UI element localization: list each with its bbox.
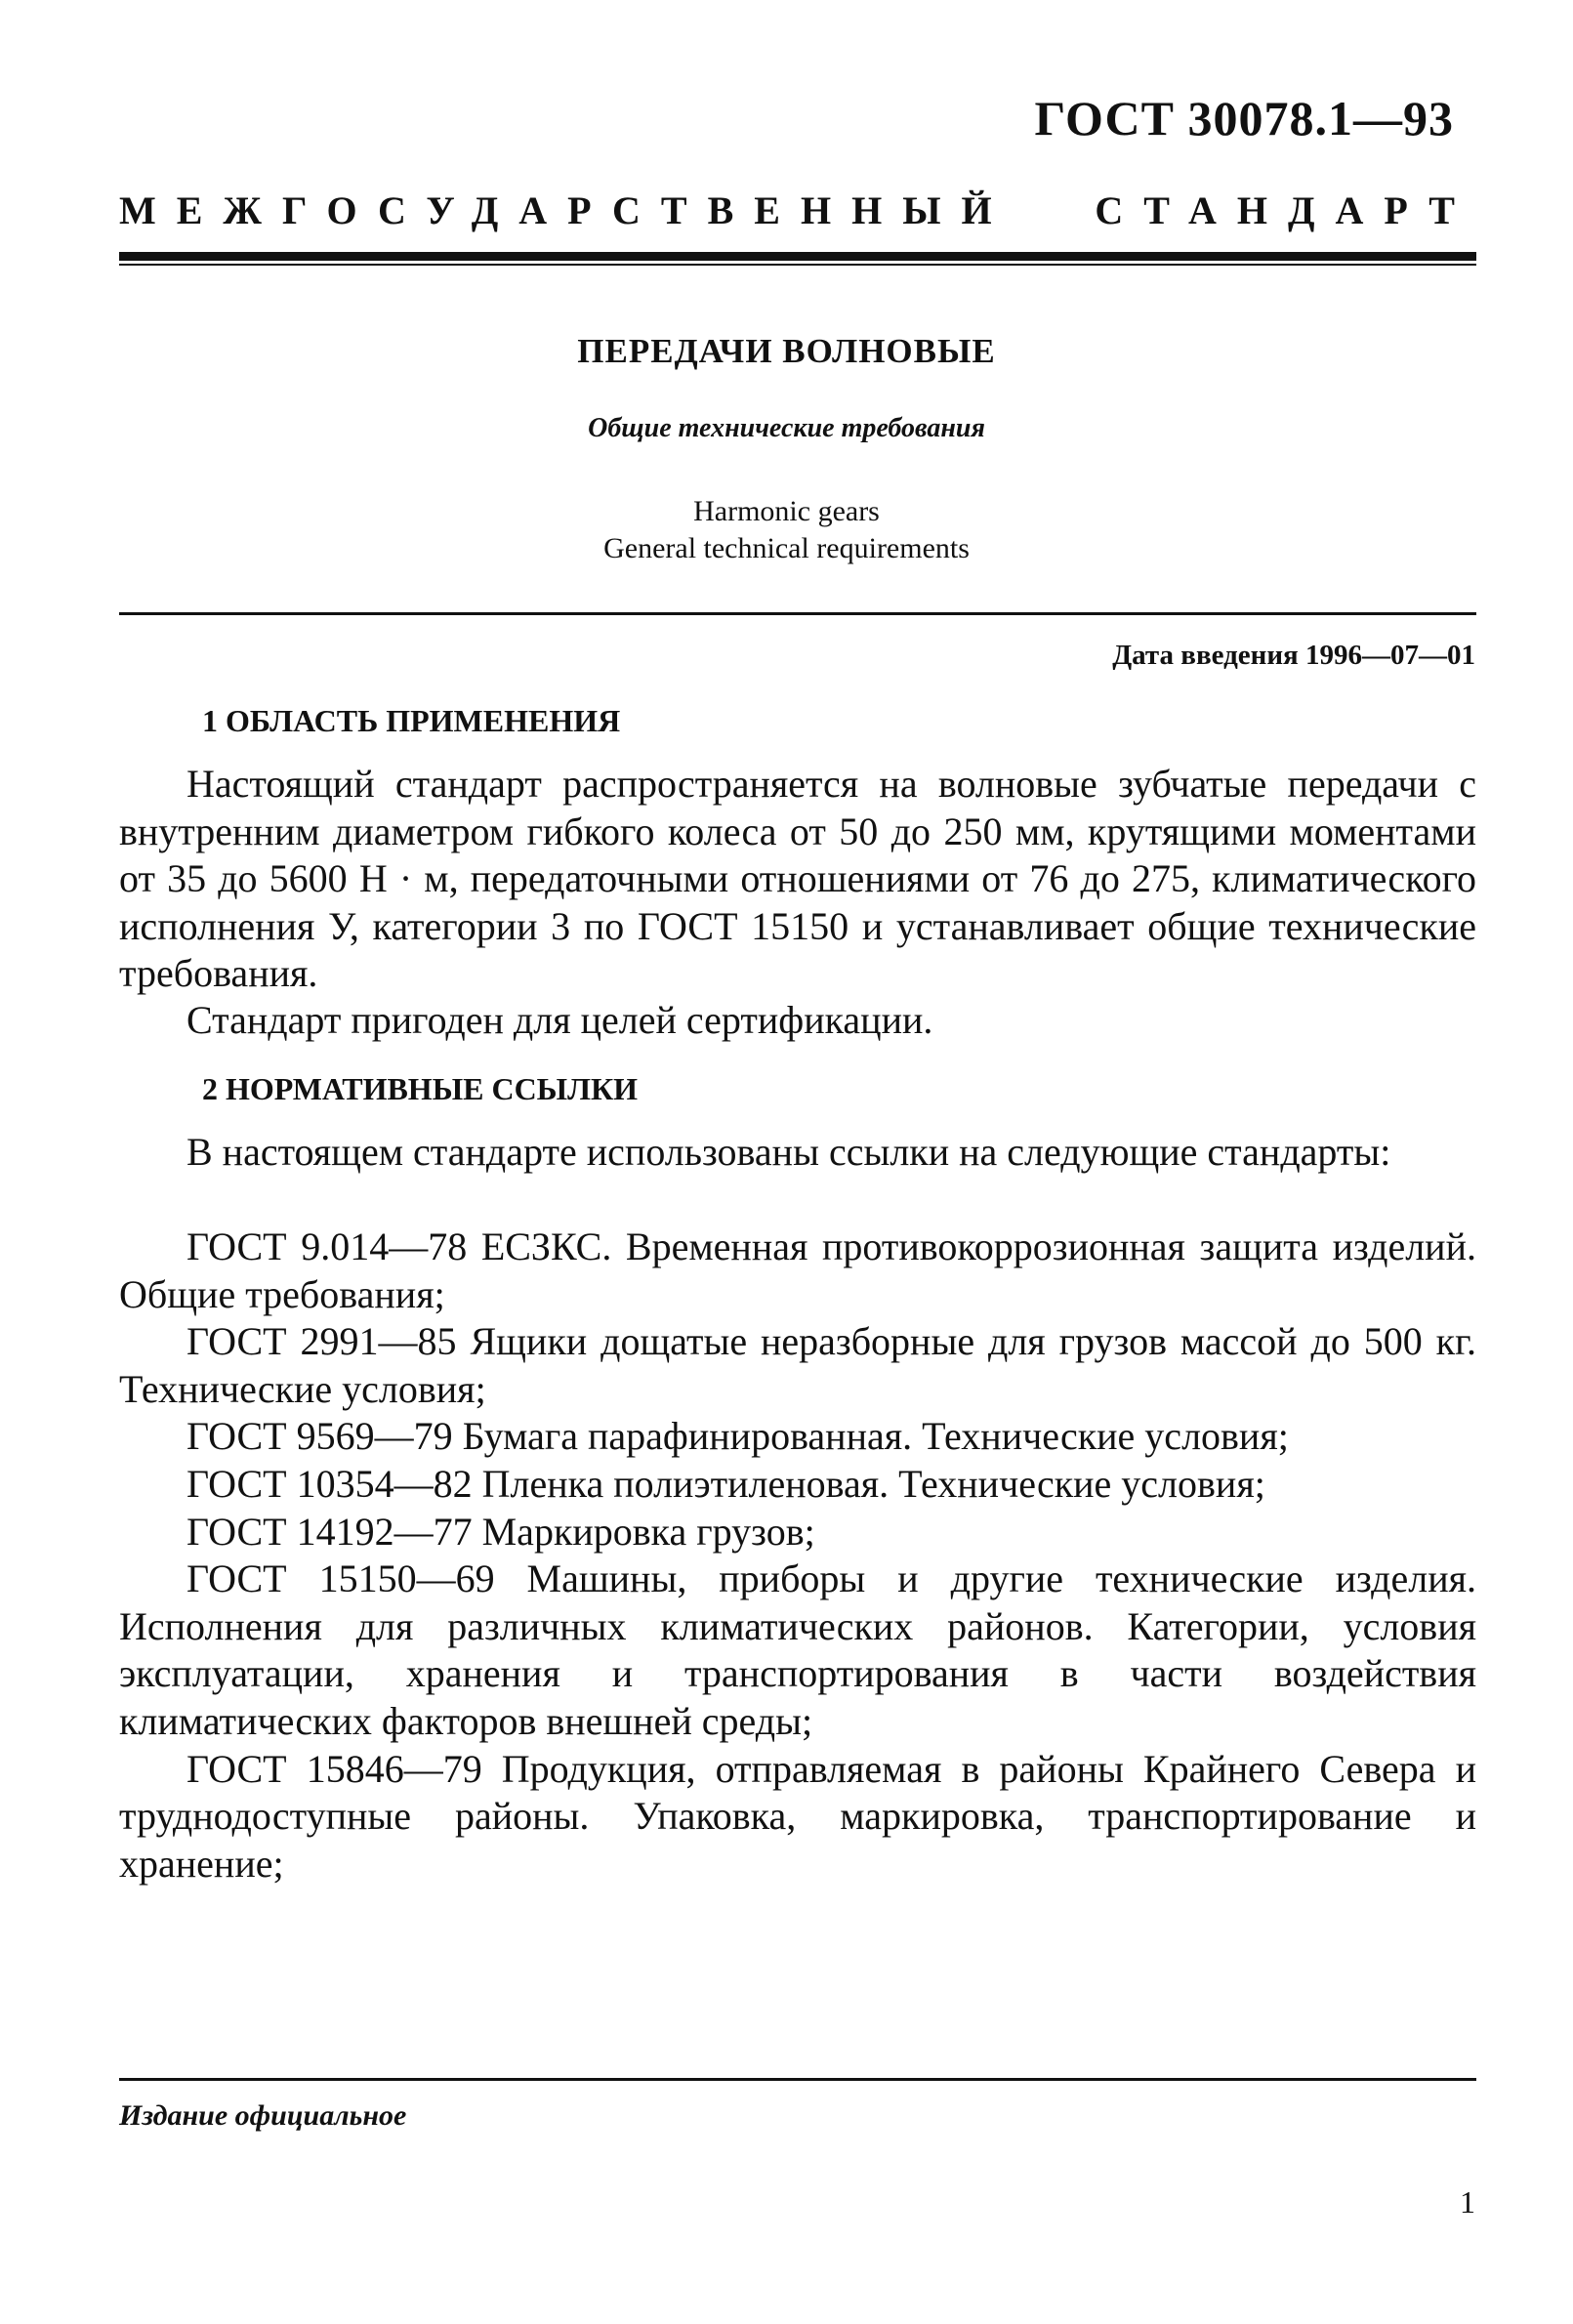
document-title-english: Harmonic gears	[693, 495, 880, 527]
standard-number: ГОСТ 30078.1—93	[1034, 91, 1454, 145]
header-standard: СТАНДАРТ	[1095, 188, 1475, 232]
header-interstate: МЕЖГОСУДАРСТВЕННЫЙ	[119, 188, 1013, 232]
references-list	[119, 1224, 1476, 1888]
reference-item: ГОСТ 10354—82 Пленка полиэтиленовая. Технические условия;	[186, 1461, 1265, 1506]
title-divider	[119, 612, 1476, 615]
scope-paragraph: Настоящий стандарт распространяется на волновые зубчатые передачи с внутренним диаметром гибкого колеса от 50 до 250 мм, крутящими моментами от 35 до 5600 Н · м, передаточными отношениями от 76 до 275, климатического исполнения У, категории 3 по ГОСТ 15150 и устанавливает общие технические требования.	[119, 762, 1476, 996]
header-rule-thin	[119, 264, 1476, 266]
reference-item: ГОСТ 9.014—78 ЕСЗКС. Временная противокоррозионная защита изделий. Общие требования;	[119, 1224, 1476, 1316]
certification-paragraph: Стандарт пригоден для целей сертификации.	[186, 998, 933, 1042]
reference-item: ГОСТ 15150—69 Машины, приборы и другие технические изделия. Исполнения для различных климатических районов. Категории, условия эксплуатации, хранения и транспортирования в части воздействия климатических факторов внешней среды;	[119, 1556, 1476, 1743]
reference-item: ГОСТ 14192—77 Маркировка грузов;	[186, 1509, 815, 1554]
header-rule-thick	[119, 252, 1476, 261]
document-subtitle-english: General technical requirements	[603, 532, 970, 564]
document-subtitle: Общие технические требования	[588, 413, 985, 443]
edition-label: Издание официальное	[119, 2099, 407, 2132]
reference-item: ГОСТ 9569—79 Бумага парафинированная. Технические условия;	[186, 1414, 1289, 1459]
introduction-date: Дата введения 1996—07—01	[1112, 640, 1475, 671]
reference-item: ГОСТ 15846—79 Продукция, отправляемая в районы Крайнего Севера и труднодоступные районы. Упаковка, маркировка, транспортирование и хранение;	[119, 1746, 1476, 1886]
page-number: 1	[1460, 2184, 1475, 2220]
footer-rule	[119, 2078, 1476, 2081]
reference-item: ГОСТ 2991—85 Ящики дощатые неразборные для грузов массой до 500 кг. Технические условия;	[119, 1319, 1476, 1411]
references-intro: В настоящем стандарте использованы ссылки на следующие стандарты:	[186, 1130, 1391, 1174]
section-heading-references: 2 НОРМАТИВНЫЕ ССЫЛКИ	[202, 1071, 639, 1106]
document-title: ПЕРЕДАЧИ ВОЛНОВЫЕ	[577, 332, 996, 370]
section-heading-scope: 1 ОБЛАСТЬ ПРИМЕНЕНИЯ	[202, 703, 621, 738]
